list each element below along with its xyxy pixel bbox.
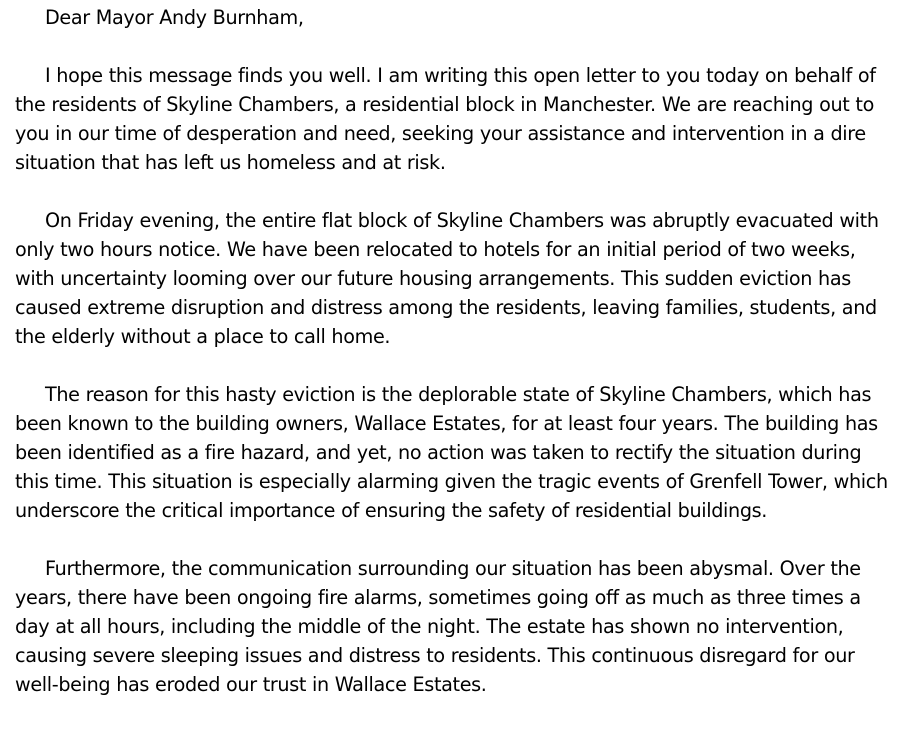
- letter-paragraph-communication: Furthermore, the communication surrounding our situation has been abysmal. Over the years, there have been ongoing fire alarms, sometimes going off as much as three times a day at all hours, including the middle of the night. The estate has shown no intervention, causing severe sleeping issues and distress to residents. This continuous disregard for our well-being has eroded our trust in Wallace Estates.: [15, 557, 861, 696]
- letter-paragraph-intro: I hope this message finds you well. I am writing this open letter to you today on behalf of the residents of Skyline Chambers, a residential block in Manchester. We are reaching out to you in our time of desperation and need, seeking your assistance and intervention in a dire situation that has left us homeless and at risk.: [15, 64, 876, 174]
- letter-paragraph-fire-hazard: The reason for this hasty eviction is the deplorable state of Skyline Chambers, which has been known to the building owners, Wallace Estates, for at least four years. The building has been identified as a fire hazard, and yet, no action was taken to rectify the situation during this time. This situation is especially alarming given the tragic events of Grenfell Tower, which underscore the critical importance of ensuring the safety of residential buildings.: [15, 383, 888, 522]
- letter-body: [15, 3, 895, 699]
- letter-paragraph-evacuation: On Friday evening, the entire flat block of Skyline Chambers was abruptly evacuated with only two hours notice. We have been relocated to hotels for an initial period of two weeks, with uncertainty looming over our future housing arrangements. This sudden eviction has caused extreme disruption and distress among the residents, leaving families, students, and the elderly without a place to call home.: [15, 209, 879, 348]
- letter-salutation: Dear Mayor Andy Burnham,: [45, 6, 304, 29]
